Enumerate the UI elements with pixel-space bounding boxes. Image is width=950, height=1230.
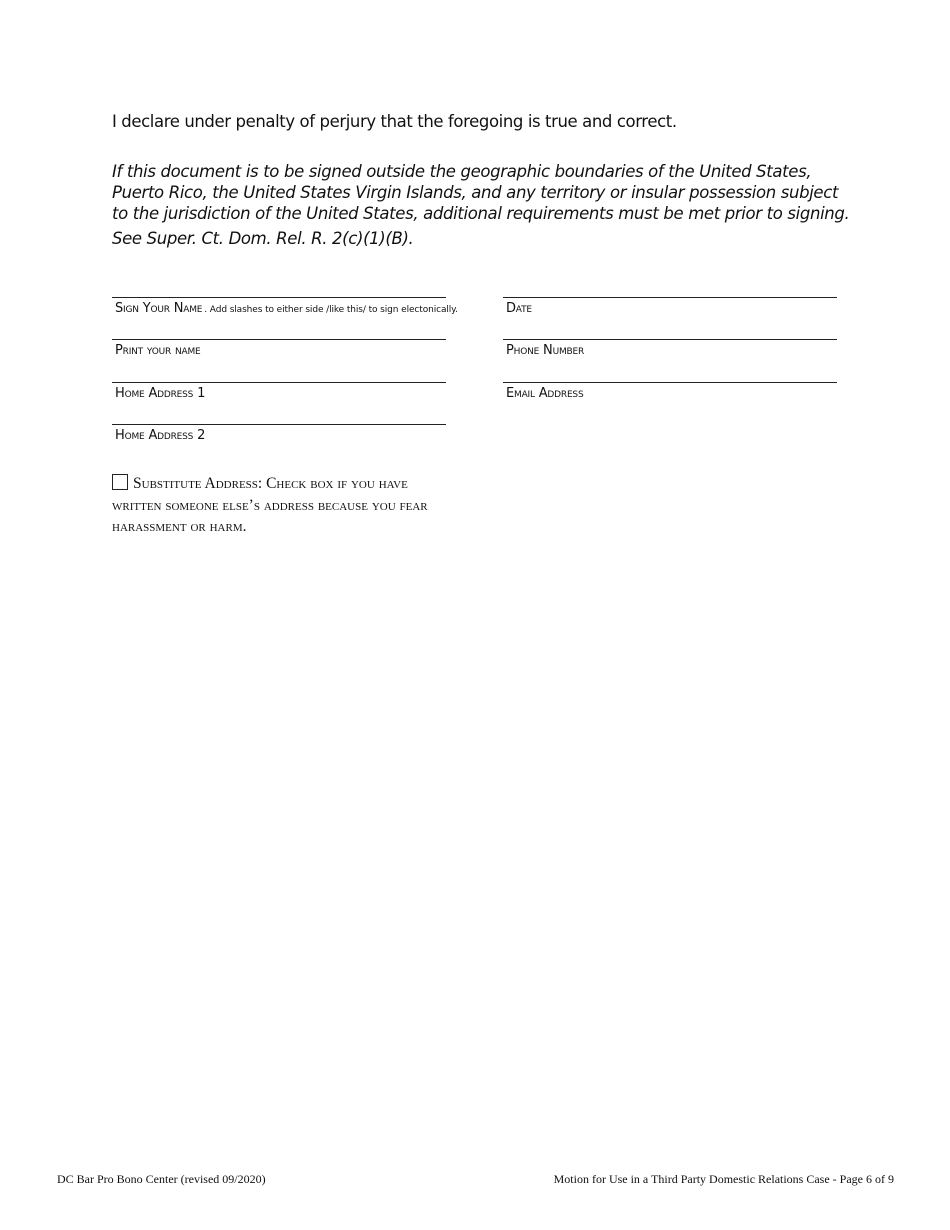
date-line[interactable] xyxy=(503,285,837,298)
substitute-address-option xyxy=(112,473,452,538)
print-name-field xyxy=(112,327,447,358)
home-address-2-field xyxy=(112,412,447,443)
home-address-2-label: Home Address 2 xyxy=(115,428,206,443)
phone-field xyxy=(503,327,838,358)
home-address-1-line[interactable] xyxy=(112,370,446,383)
rule-citation: See Super. Ct. Dom. Rel. R. 2(c)(1)(B). xyxy=(112,229,414,248)
print-name-line[interactable] xyxy=(112,327,446,340)
phone-line[interactable] xyxy=(503,327,837,340)
phone-label: Phone Number xyxy=(506,343,585,358)
email-line[interactable] xyxy=(503,370,837,383)
sign-name-note: . Add slashes to either side /like this/ to sign electonically. xyxy=(204,305,458,315)
home-address-1-field xyxy=(112,370,447,401)
sign-name-field xyxy=(112,285,458,316)
email-field xyxy=(503,370,838,401)
date-field xyxy=(503,285,838,316)
date-label: Date xyxy=(506,301,532,316)
footer-page-info: Motion for Use in a Third Party Domestic Relations Case - Page 6 of 9 xyxy=(553,1172,894,1186)
foreign-signing-notice: If this document is to be signed outside the geographic boundaries of the United States, Puerto Rico, the United States Virgin Islands, and any territory or insular possession subject to the jurisdiction of the United States, additional requirements must be met prior to signing. xyxy=(112,162,850,223)
declaration-statement: I declare under penalty of perjury that the foregoing is true and correct. xyxy=(112,112,677,131)
home-address-1-label: Home Address 1 xyxy=(115,386,206,401)
sign-name-line[interactable] xyxy=(112,285,446,298)
home-address-2-line[interactable] xyxy=(112,412,446,425)
print-name-label: Print your name xyxy=(115,343,201,358)
email-label: Email Address xyxy=(506,386,584,401)
substitute-address-text: Substitute Address: Check box if you have written someone else’s address because you fear harassment or harm. xyxy=(112,475,428,535)
substitute-address-checkbox[interactable] xyxy=(112,474,128,490)
sign-name-label: Sign Your Name . Add slashes to either side /like this/ to sign electonically. xyxy=(115,301,458,316)
footer-revision: DC Bar Pro Bono Center (revised 09/2020) xyxy=(57,1172,266,1186)
